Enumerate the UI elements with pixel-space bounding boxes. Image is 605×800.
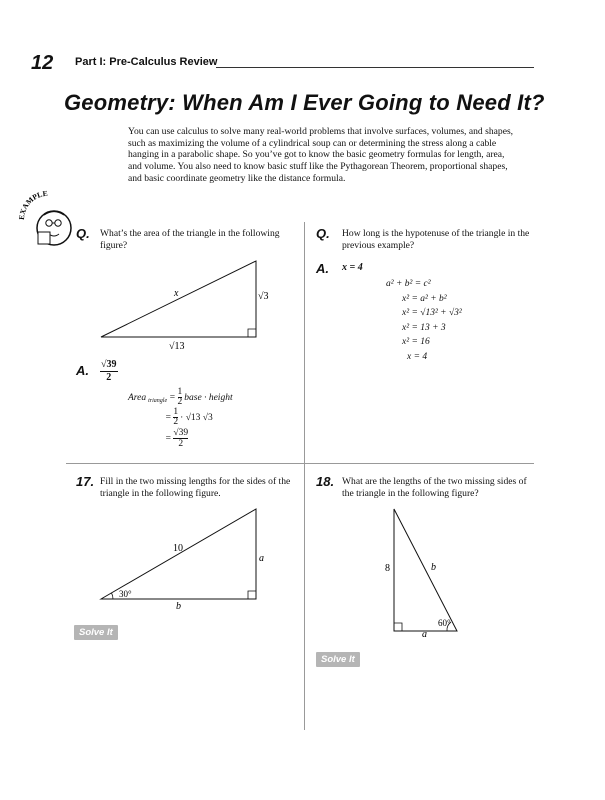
example1-a-marker: A.	[76, 363, 89, 378]
right-angle-mark	[394, 623, 402, 631]
base-height: base · height	[184, 392, 233, 403]
result-fraction	[173, 428, 188, 449]
problem18-figure	[380, 505, 470, 640]
section-divider	[66, 463, 534, 464]
side-label: 8	[385, 563, 390, 574]
triangle	[101, 509, 256, 599]
example-icon-label: EXAMPLE	[16, 188, 49, 221]
area-subscript: triangle	[148, 397, 168, 404]
work-line-2-text: · √13 √3	[180, 412, 213, 423]
right-angle-mark	[248, 591, 256, 599]
side-label: √3	[258, 291, 269, 302]
right-angle-mark	[248, 329, 256, 337]
half-num: 1	[177, 387, 183, 397]
answer-numerator: √39	[101, 359, 117, 370]
result-den: 2	[178, 439, 184, 449]
example2-answer: x = 4	[342, 262, 363, 273]
problem17-text: Fill in the two missing lengths for the sides of the triangle in the following figure.	[100, 476, 291, 499]
problem17-figure	[95, 505, 275, 615]
half-fraction	[178, 388, 183, 407]
angle-label: 60°	[438, 618, 451, 628]
area-label: Area	[128, 392, 147, 403]
example1-figure	[95, 255, 275, 355]
solve-it-badge: Solve It	[316, 652, 360, 667]
example-icon	[16, 188, 78, 252]
base-label: √13	[169, 341, 185, 352]
part-title: Part I: Pre-Calculus Review	[75, 56, 218, 68]
side-label: a	[259, 553, 264, 564]
hyp-label: b	[431, 562, 436, 573]
equals: =	[165, 412, 172, 423]
example1-question: What’s the area of the triangle in the following figure?	[100, 228, 280, 251]
answer-denominator: 2	[106, 372, 112, 383]
angle-label: 30°	[119, 589, 132, 599]
step: x² = 16	[402, 337, 430, 347]
example1-q-marker: Q.	[76, 226, 90, 241]
problem17-number: 17.	[76, 474, 95, 489]
example2-question: How long is the hypotenuse of the triangle in the previous example?	[342, 228, 530, 251]
problem18-number: 18.	[316, 474, 335, 489]
intro-paragraph	[128, 126, 518, 185]
example2-q-marker: Q.	[316, 226, 330, 241]
intro-text: You can use calculus to solve many real-world problems that involve surfaces, volumes, and shapes, such as maximizing the volume of a cylindrical soup can or determining the stress along a cable hanging in a parabolic shape. So you’ve got to know the basic geometry formulas for length, area, and volume. You also need to know basic stuff like the Pythagorean Theorem, proportional shapes, and basic coordinate geometry like the distance formula.	[128, 126, 514, 184]
work-line-2	[165, 408, 233, 427]
step: a² + b² = c²	[386, 279, 431, 289]
half-den: 2	[173, 417, 179, 427]
area-work	[128, 388, 233, 449]
column-divider	[304, 222, 305, 730]
pythagorean-steps	[386, 277, 462, 364]
step: x² = √13² + √3²	[402, 308, 462, 318]
hyp-label: 10	[173, 543, 183, 554]
half-fraction	[173, 408, 178, 427]
base-label: b	[176, 601, 181, 612]
example2-a-marker: A.	[316, 261, 329, 276]
triangle	[394, 509, 457, 631]
example1-answer	[100, 359, 118, 384]
base-label: a	[422, 629, 427, 640]
step: x² = 13 + 3	[402, 322, 446, 333]
page-number: 12	[31, 52, 54, 74]
angle-arc	[112, 593, 114, 599]
step: x = 4	[407, 351, 428, 362]
step: x² = a² + b²	[402, 293, 447, 304]
hyp-label: x	[174, 288, 179, 299]
work-line-1	[128, 388, 233, 407]
result-num: √39	[173, 428, 189, 438]
equals: =	[169, 392, 176, 403]
problem18-text: What are the lengths of the two missing sides of the triangle in the following figure?	[342, 476, 527, 499]
header-rule	[216, 67, 534, 68]
half-den: 2	[177, 397, 183, 407]
triangle	[101, 261, 256, 337]
equals: =	[165, 433, 172, 444]
section-title: Geometry: When Am I Ever Going to Need It?	[64, 90, 545, 115]
work-line-3	[165, 428, 233, 449]
half-num: 1	[173, 407, 179, 417]
solve-it-badge: Solve It	[74, 625, 118, 640]
